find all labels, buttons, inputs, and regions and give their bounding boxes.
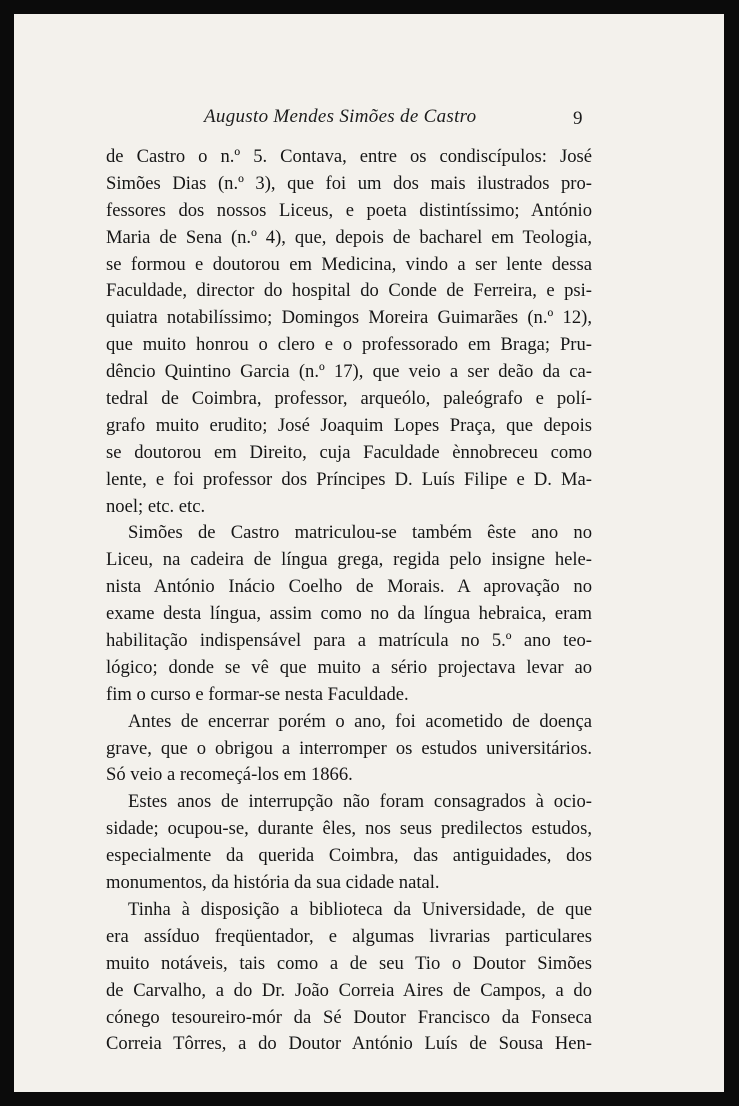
text-line: exame desta língua, assim como no da língua hebraica, eram (106, 603, 592, 625)
text-line: nista António Inácio Coelho de Morais. A aprovação no (106, 576, 592, 598)
page-header (14, 106, 724, 136)
text-line: Faculdade, director do hospital do Conde de Ferreira, e psi- (106, 280, 592, 302)
text-line: Estes anos de interrupção não foram consagrados à ocio- (128, 791, 592, 813)
text-line: sidade; ocupou-se, durante êles, nos seus predilectos estudos, (106, 818, 592, 840)
running-title: Augusto Mendes Simões de Castro (204, 106, 477, 127)
text-line: Simões Dias (n.º 3), que foi um dos mais ilustrados pro- (106, 172, 592, 194)
text-line: Liceu, na cadeira de língua grega, regida pelo insigne hele- (106, 549, 592, 571)
text-line: lente, e foi professor dos Príncipes D. Luís Filipe e D. Ma- (106, 468, 592, 490)
text-line: Só veio a recomeçá-los em 1866. (106, 764, 353, 786)
text-line: dêncio Quintino Garcia (n.º 17), que veio a ser deão da ca- (106, 361, 592, 383)
body-text (106, 144, 592, 1058)
text-line: especialmente da querida Coimbra, das antiguidades, dos (106, 845, 592, 867)
text-line: habilitação indispensável para a matrícula no 5.º ano teo- (106, 630, 592, 652)
text-line: tedral de Coimbra, professor, arqueólo, paleógrafo e polí- (106, 388, 592, 410)
text-line: se formou e doutorou em Medicina, vindo a ser lente dessa (106, 253, 592, 275)
text-line: de Castro o n.º 5. Contava, entre os condiscípulos: José (106, 146, 592, 167)
text-line: muito notáveis, tais como a de seu Tio o Doutor Simões (106, 952, 592, 974)
text-line: fessores dos nossos Liceus, e poeta distintíssimo; António (106, 199, 592, 221)
text-line: Antes de encerrar porém o ano, foi acometido de doença (128, 710, 592, 732)
text-line: grave, que o obrigou a interromper os estudos universitários. (106, 737, 592, 759)
text-line: grafo muito erudito; José Joaquim Lopes Praça, que depois (106, 414, 592, 436)
text-line: quiatra notabilíssimo; Domingos Moreira Guimarães (n.º 12), (106, 307, 592, 329)
text-line: Simões de Castro matriculou-se também êste ano no (128, 522, 592, 544)
text-line: de Carvalho, a do Dr. João Correia Aires de Campos, a do (106, 979, 592, 1001)
text-line: lógico; donde se vê que muito a sério projectava levar ao (106, 656, 592, 678)
text-line: Correia Tôrres, a do Doutor António Luís de Sousa Hen- (106, 1033, 592, 1055)
text-line: era assíduo freqüentador, e algumas livrarias particulares (106, 925, 592, 947)
text-line: Maria de Sena (n.º 4), que, depois de bacharel em Teologia, (106, 226, 592, 248)
text-line: Tinha à disposição a biblioteca da Universidade, de que (128, 898, 592, 920)
text-line: fim o curso e formar-se nesta Faculdade. (106, 683, 409, 705)
text-line: cónego tesoureiro-mór da Sé Doutor Francisco da Fonseca (106, 1006, 592, 1028)
text-line: se doutorou em Direito, cuja Faculdade ènnobreceu como (106, 441, 592, 463)
book-page (14, 14, 724, 1092)
text-line: monumentos, da história da sua cidade natal. (106, 872, 440, 894)
page-number: 9 (573, 108, 583, 129)
text-line: noel; etc. etc. (106, 495, 206, 517)
text-line: que muito honrou o clero e o professorado em Braga; Pru- (106, 334, 592, 356)
